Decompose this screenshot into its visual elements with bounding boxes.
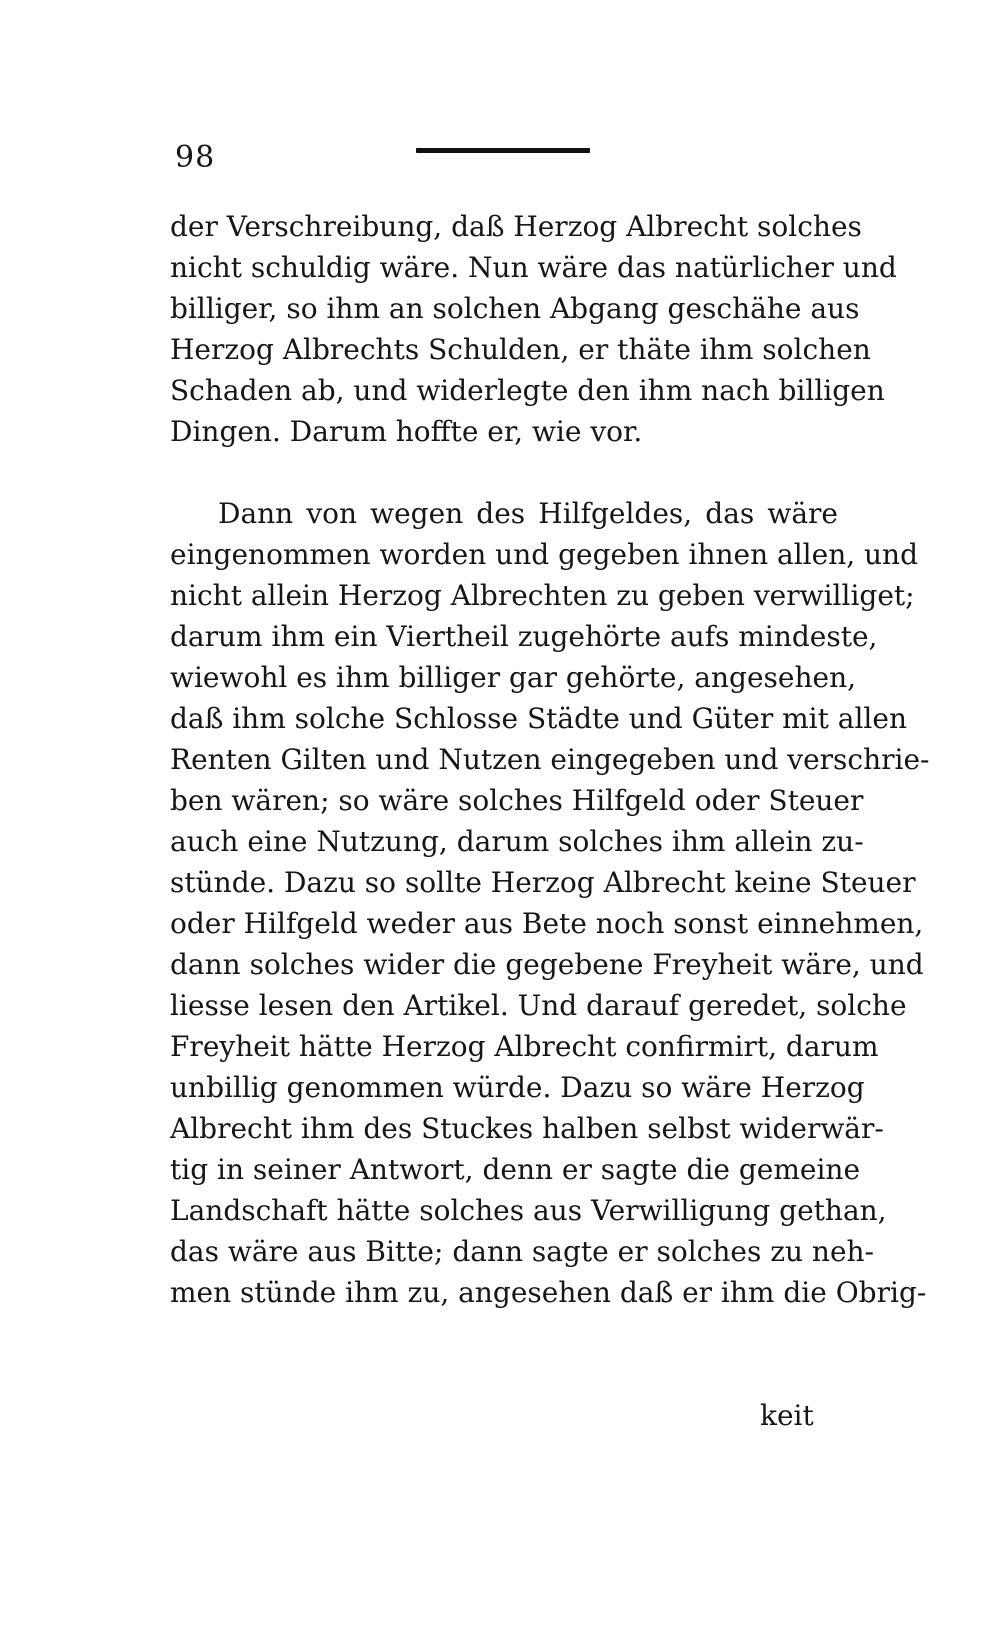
text-line: darum ihm ein Viertheil zugehörte aufs mindeste, [170, 620, 878, 653]
text-line: tig in seiner Antwort, denn er sagte die gemeine [170, 1153, 861, 1186]
text-line: daß ihm solche Schlosse Städte und Güter mit allen [170, 702, 907, 735]
text-line: eingenommen worden und gegeben ihnen allen, und [170, 538, 919, 571]
page-number: 98 [175, 140, 216, 175]
text-line: Dann von wegen des Hilfgeldes, das wäre [218, 497, 838, 530]
text-line: liesse lesen den Artikel. Und darauf geredet, solche [170, 989, 907, 1022]
text-line: oder Hilfgeld weder aus Bete noch sonst einnehmen, [170, 907, 924, 940]
text-line: stünde. Dazu so sollte Herzog Albrecht keine Steuer [170, 866, 916, 899]
text-line: Landschaft hätte solches aus Verwilligung gethan, [170, 1194, 887, 1227]
catchword: keit [760, 1399, 814, 1432]
text-line: ben wären; so wäre solches Hilfgeld oder Steuer [170, 784, 864, 817]
text-line: Albrecht ihm des Stuckes halben selbst widerwär- [170, 1112, 884, 1145]
text-line: billiger, so ihm an solchen Abgang geschähe aus [170, 292, 860, 325]
text-line: Dingen. Darum hoffte er, wie vor. [170, 415, 643, 448]
text-line: Renten Gilten und Nutzen eingegeben und verschrie- [170, 743, 930, 776]
text-line: dann solches wider die gegebene Freyheit wäre, und [170, 948, 924, 981]
text-line: Herzog Albrechts Schulden, er thäte ihm solchen [170, 333, 871, 366]
text-line: nicht allein Herzog Albrechten zu geben verwilliget; [170, 579, 915, 612]
text-line: der Verschreibung, daß Herzog Albrecht solches [170, 210, 862, 243]
text-line: nicht schuldig wäre. Nun wäre das natürlicher und [170, 251, 897, 284]
text-line: auch eine Nutzung, darum solches ihm allein zu- [170, 825, 864, 858]
text-line: unbillig genommen würde. Dazu so wäre Herzog [170, 1071, 865, 1104]
text-line: das wäre aus Bitte; dann sagte er solches zu neh- [170, 1235, 875, 1268]
text-line: Schaden ab, und widerlegte den ihm nach billigen [170, 374, 885, 407]
text-line: men stünde ihm zu, angesehen daß er ihm die Obrig- [170, 1276, 927, 1309]
text-line: Freyheit hätte Herzog Albrecht confirmirt, darum [170, 1030, 879, 1063]
header-rule [416, 148, 590, 153]
text-line: wiewohl es ihm billiger gar gehörte, angesehen, [170, 661, 856, 694]
